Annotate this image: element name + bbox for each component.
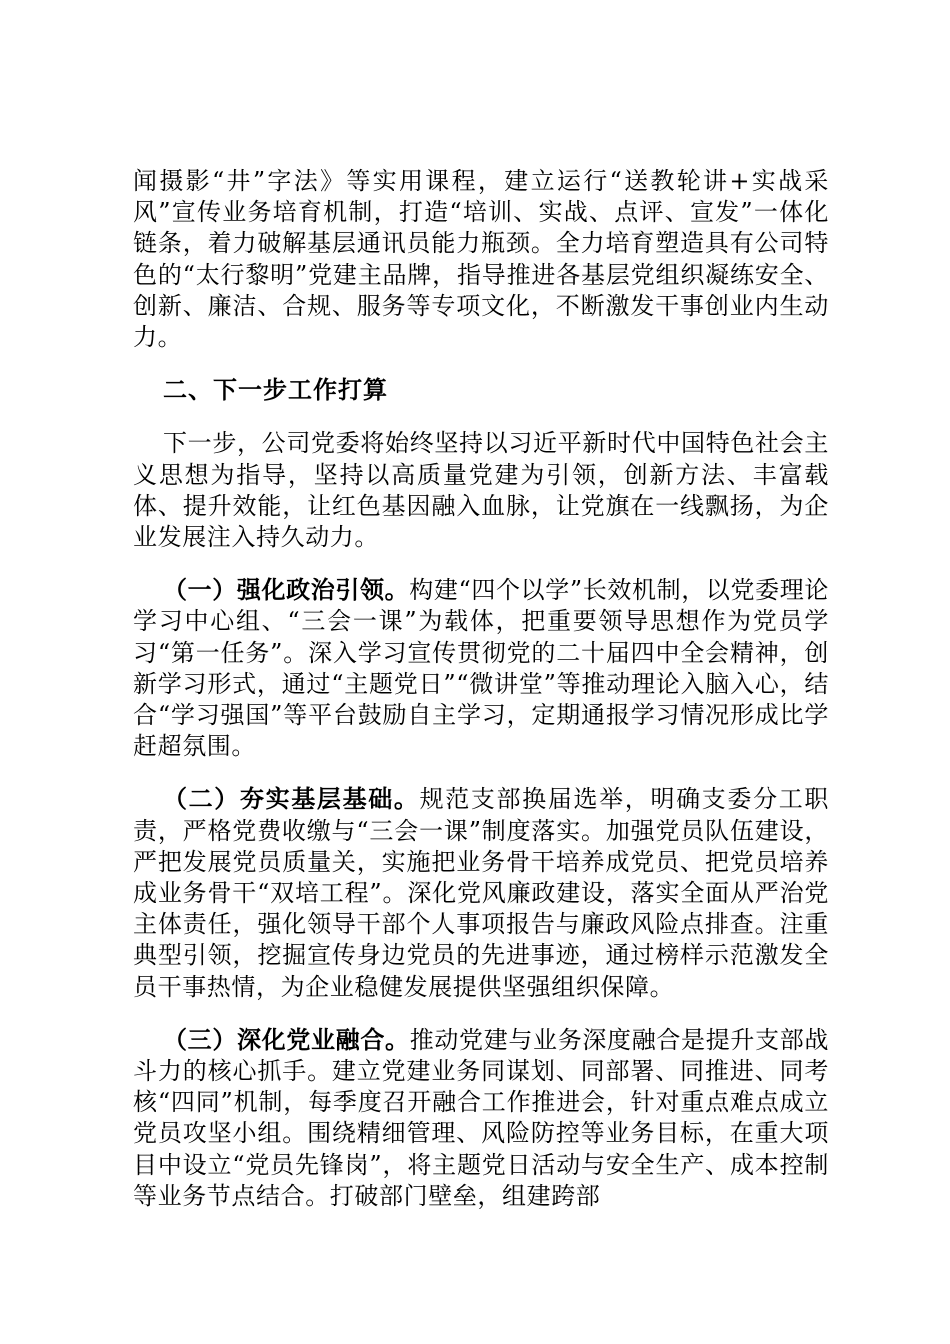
paragraph-item-3 [133,1025,829,1212]
paragraph-plan: 下一步，公司党委将始终坚持以习近平新时代中国特色社会主义思想为指导，坚持以高质量党建为引领，创新方法、丰富载体、提升效能，让红色基因融入血脉，让党旗在一线飘扬，为企业发展注入持久动力。 [133,429,829,552]
item-3-heading: （三）深化党业融合。 [163,1025,410,1054]
item-3-body: 推动党建与业务深度融合是提升支部战斗力的核心抓手。建立党建业务同谋划、同部署、同推进、同考核“四同”机制，每季度召开融合工作推进会，针对重点难点成立党员攻坚小组。围绕精细管理、风险防控等业务目标，在重大项目中设立“党员先锋岗”，将主题党日活动与安全生产、成本控制等业务节点结合。打破部门壁垒，组建跨部 [133,1025,830,1210]
paragraph-item-1 [133,575,829,762]
item-1-body: 构建“四个以学”长效机制，以党委理论学习中心组、“三会一课”为载体，把重要领导思想作为党员学习“第一任务”。深入学习宣传贯彻党的二十届四中全会精神，创新学习形式，通过“主题党日”“微讲堂”等推动理论入脑入心，结合“学习强国”等平台鼓励自主学习，定期通报学习情况形成比学赶超氛围。 [133,576,830,761]
item-1-heading: （一）强化政治引领。 [163,576,410,605]
item-2-body: 规范支部换届选举，明确支委分工职责，严格党费收缴与“三会一课”制度落实。加强党员队伍建设，严把发展党员质量关，实施把业务骨干培养成党员、把党员培养成业务骨干“双培工程”。深化党风廉政建设，落实全面从严治党主体责任，强化领导干部个人事项报告与廉政风险点排查。注重典型引领，挖掘宣传身边党员的先进事迹，通过榜样示范激发全员干事热情，为企业稳健发展提供坚强组织保障。 [133,785,829,1001]
document-page [133,166,829,1212]
item-2-heading: （二）夯实基层基础。 [163,785,420,814]
section-heading: 二、下一步工作打算 [163,376,388,405]
paragraph-intro: 闻摄影“井”字法》等实用课程，建立运行“送教轮讲+实战采风”宣传业务培育机制，打造“培训、实战、点评、宣发”一体化链条，着力破解基层通讯员能力瓶颈。全力培育塑造具有公司特色的“太行黎明”党建主品牌，指导推进各基层党组织凝练安全、创新、廉洁、合规、服务等专项文化，不断激发干事创业内生动力。 [133,167,829,352]
paragraph-item-2 [133,784,829,1002]
